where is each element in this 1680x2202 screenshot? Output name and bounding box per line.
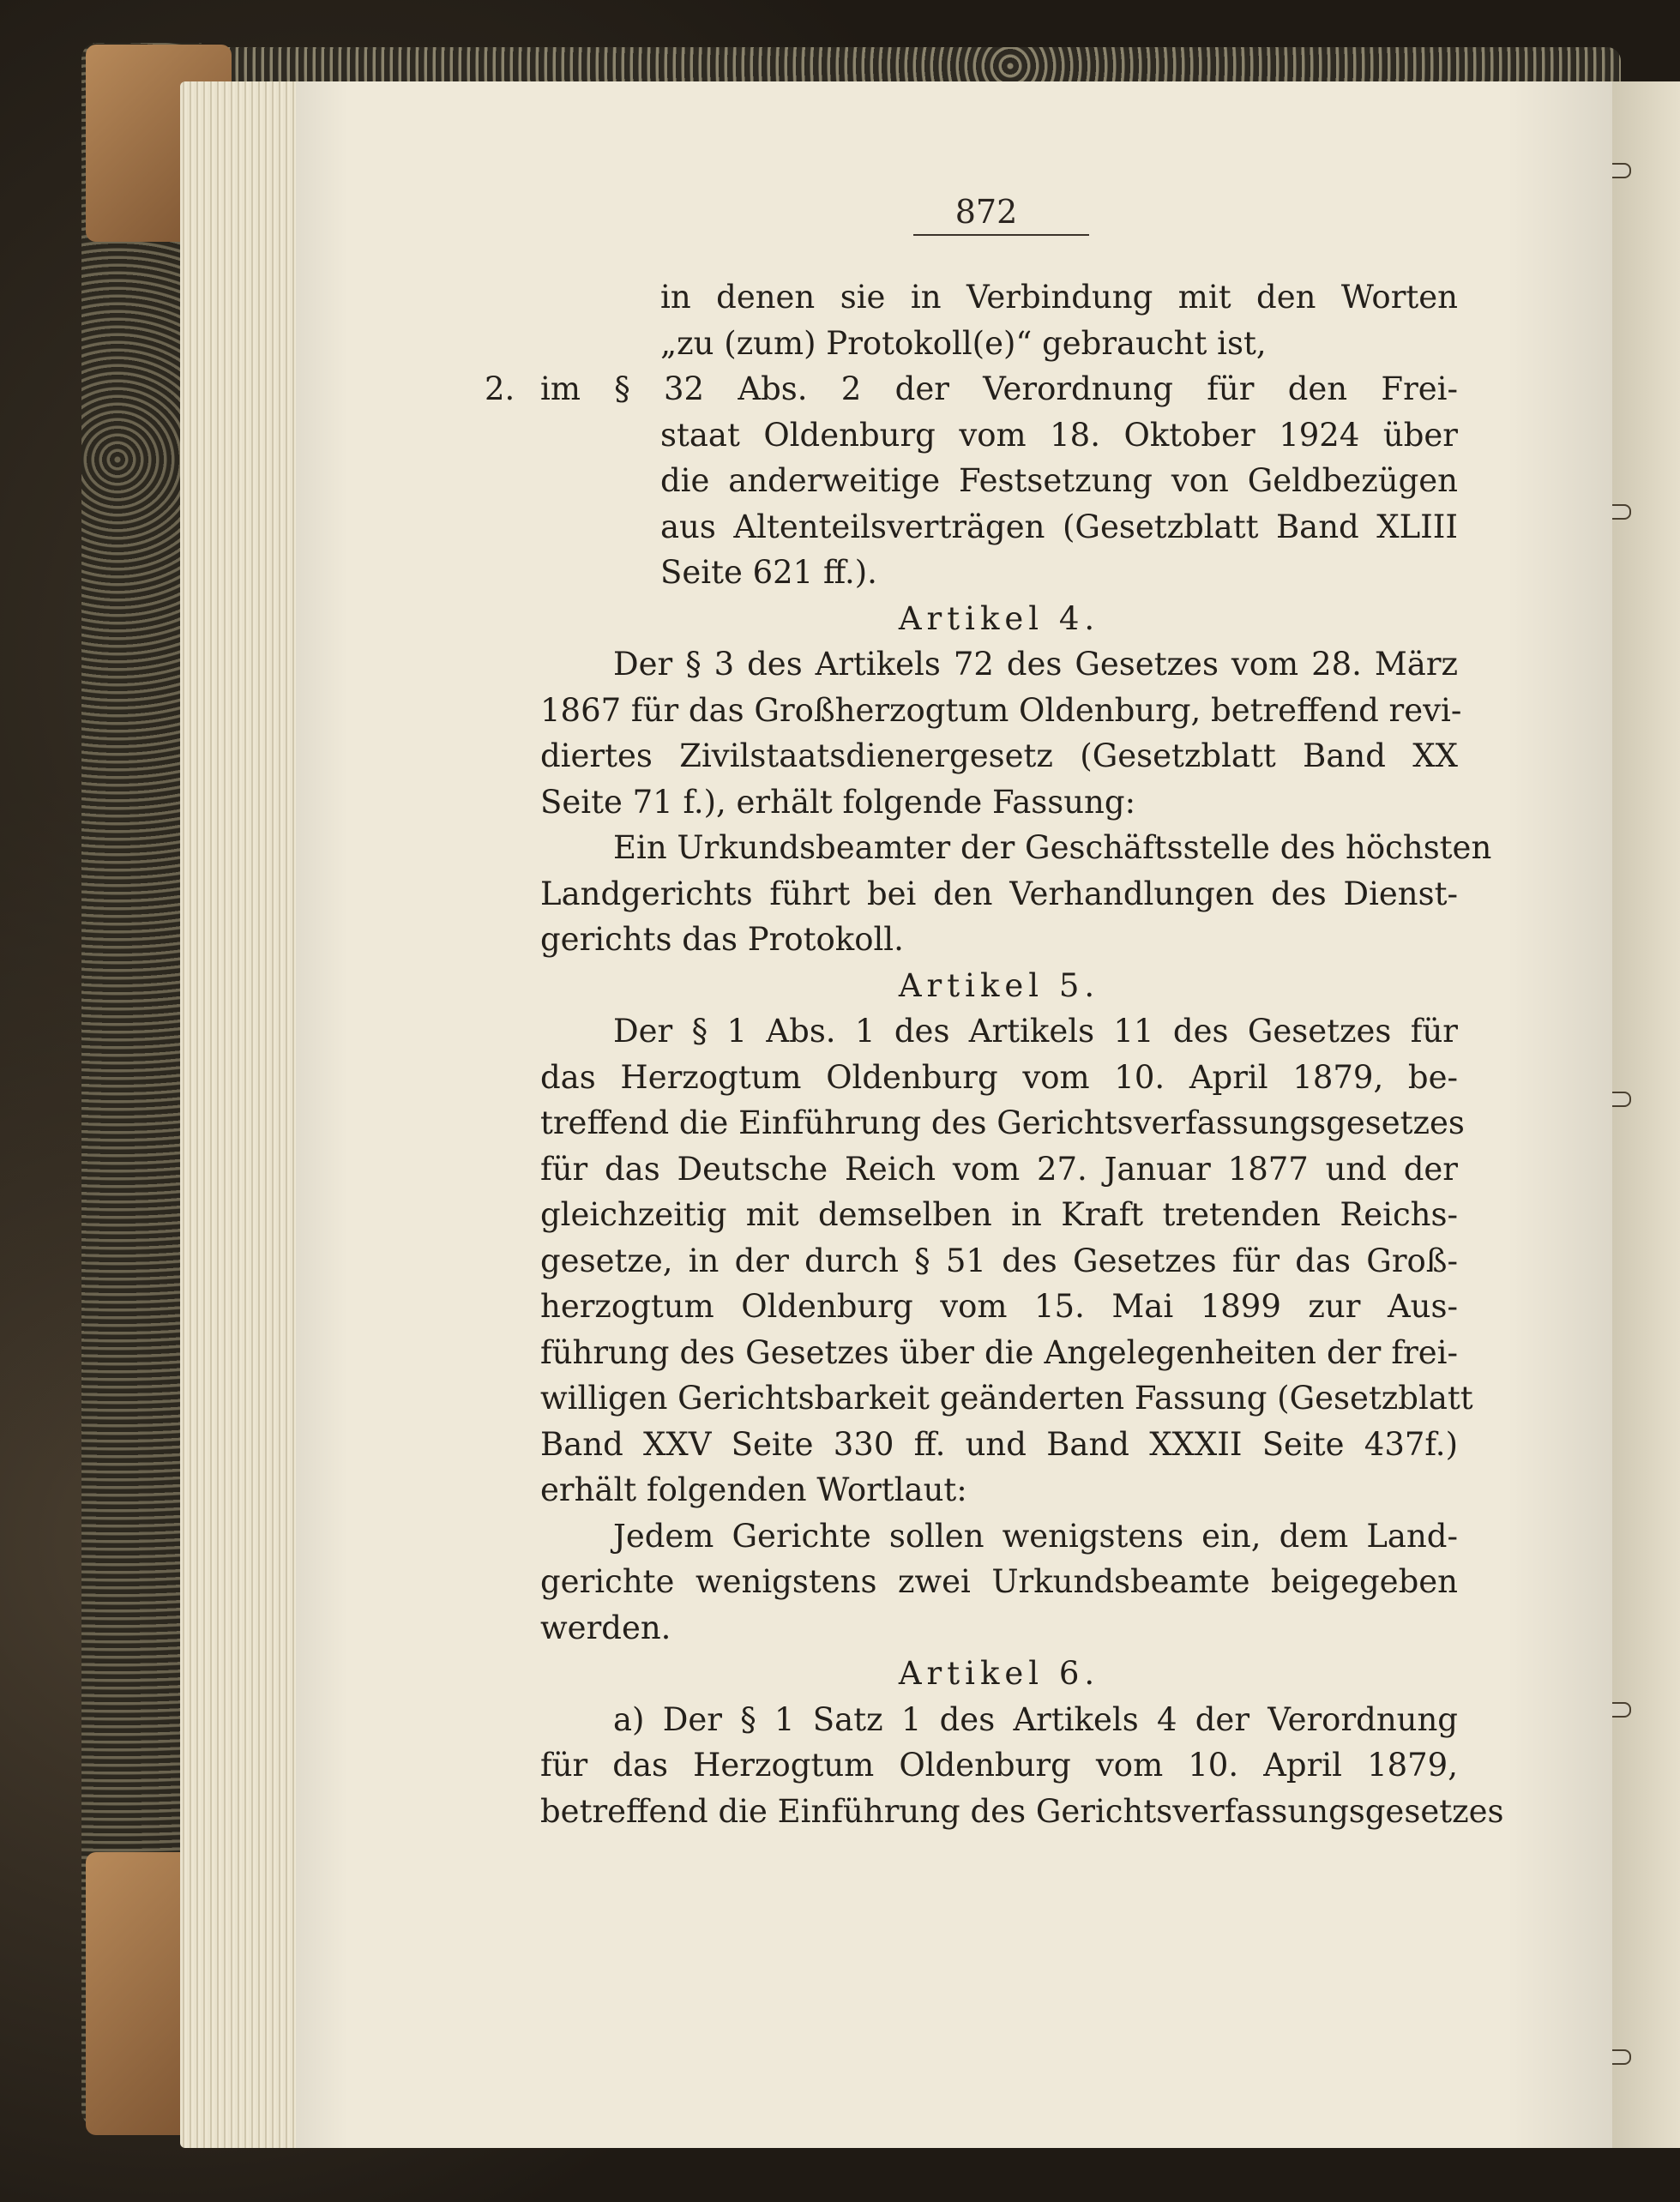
text-line: [540, 1742, 1458, 1789]
text-line: [540, 1513, 1458, 1560]
line-text: Artikel 5.: [898, 966, 1100, 1004]
text-line: [540, 1055, 1458, 1101]
line-text: Jedem Gerichte sollen wenigstens ein, dem Land-: [613, 1517, 1458, 1555]
text-line: [540, 458, 1458, 504]
text-line: [540, 825, 1492, 871]
line-text: in denen sie in Verbindung mit den Worten: [660, 279, 1458, 316]
line-text: Artikel 4.: [898, 599, 1100, 637]
page-number: 872: [954, 193, 1018, 231]
line-text: betreffend die Einführung des Gerichtsverfassungsgesetzes: [540, 1792, 1504, 1830]
text-line: [540, 1192, 1458, 1238]
line-text: 1867 für das Großherzogtum Oldenburg, betreffend revi-: [540, 691, 1462, 729]
line-text: gerichte wenigstens zwei Urkundsbeamte beigegeben: [540, 1563, 1458, 1600]
text-line: [540, 1422, 1458, 1468]
text-line: [540, 733, 1458, 779]
text-line: [540, 688, 1462, 734]
line-text: führung des Gesetzes über die Angelegenheiten der frei-: [540, 1333, 1458, 1371]
line-text: diertes Zivilstaatsdienergesetz (Gesetzblatt Band XX: [540, 737, 1458, 774]
text-line: [540, 779, 1458, 826]
line-text: für das Herzogtum Oldenburg vom 10. April 1879,: [540, 1747, 1458, 1784]
line-text: Seite 71 f.), erhält folgende Fassung:: [540, 783, 1136, 821]
line-text: für das Deutsche Reich vom 27. Januar 1877 und der: [540, 1150, 1458, 1188]
page-number-rule: [913, 234, 1089, 236]
article-heading: [540, 963, 1458, 1009]
text-line: [540, 1697, 1458, 1743]
line-text: werden.: [540, 1609, 671, 1646]
line-text: Der § 1 Abs. 1 des Artikels 11 des Gesetzes für: [613, 1013, 1458, 1050]
line-text: willigen Gerichtsbarkeit geänderten Fassung (Gesetzblatt: [540, 1380, 1473, 1417]
line-text: gerichts das Protokoll.: [540, 921, 904, 958]
line-text: gleichzeitig mit demselben in Kraft tretenden Reichs-: [540, 1196, 1458, 1233]
text-line: [540, 1008, 1458, 1055]
text-line: [540, 1100, 1465, 1146]
line-text: staat Oldenburg vom 18. Oktober 1924 über: [660, 416, 1458, 454]
next-page-edge: [1612, 81, 1680, 2148]
text-line: [540, 1605, 1458, 1652]
text-line: [540, 321, 1458, 367]
line-text: Band XXV Seite 330 ff. und Band XXXII Seite 437f.): [540, 1425, 1458, 1463]
line-text: das Herzogtum Oldenburg vom 10. April 1879, be-: [540, 1058, 1458, 1096]
text-line: [540, 871, 1458, 918]
article-heading: [540, 1651, 1458, 1697]
text-line: [540, 274, 1458, 321]
line-text: herzogtum Oldenburg vom 15. Mai 1899 zur Aus-: [540, 1288, 1458, 1325]
line-text: die anderweitige Festsetzung von Geldbezügen: [660, 462, 1458, 499]
line-text: Ein Urkundsbeamter der Geschäftsstelle des höchsten: [613, 829, 1492, 866]
list-number: 2.: [485, 370, 515, 407]
text-line: [540, 1375, 1473, 1422]
text-line: [540, 1467, 1458, 1513]
text-line: [540, 1238, 1458, 1284]
line-text: a) Der § 1 Satz 1 des Artikels 4 der Verordnung: [613, 1700, 1458, 1738]
text-line: [540, 1789, 1504, 1835]
text-line: [540, 504, 1458, 550]
line-text: „zu (zum) Protokoll(e)“ gebraucht ist,: [660, 324, 1267, 362]
text-line: [540, 1330, 1458, 1376]
line-text: im § 32 Abs. 2 der Verordnung für den Frei-: [540, 370, 1458, 407]
line-text: erhält folgenden Wortlaut:: [540, 1471, 967, 1508]
text-line: [425, 366, 1458, 412]
line-text: Landgerichts führt bei den Verhandlungen des Dienst-: [540, 875, 1458, 912]
text-line: [540, 917, 1458, 963]
line-text: Artikel 6.: [898, 1655, 1100, 1692]
line-text: gesetze, in der durch § 51 des Gesetzes für das Groß-: [540, 1242, 1458, 1279]
text-line: [540, 550, 1458, 596]
text-line: [540, 1284, 1458, 1330]
line-text: aus Altenteilsverträgen (Gesetzblatt Band XLIII: [660, 508, 1458, 545]
page-text: [485, 274, 1504, 1834]
text-line: [540, 1559, 1458, 1605]
line-text: Der § 3 des Artikels 72 des Gesetzes vom 28. März: [613, 646, 1458, 683]
text-line: [540, 1146, 1458, 1193]
text-line: [540, 412, 1458, 459]
line-text: treffend die Einführung des Gerichtsverfassungsgesetzes: [540, 1104, 1465, 1141]
text-line: [540, 641, 1458, 688]
line-text: Seite 621 ff.).: [660, 554, 877, 591]
article-heading: [540, 596, 1458, 642]
